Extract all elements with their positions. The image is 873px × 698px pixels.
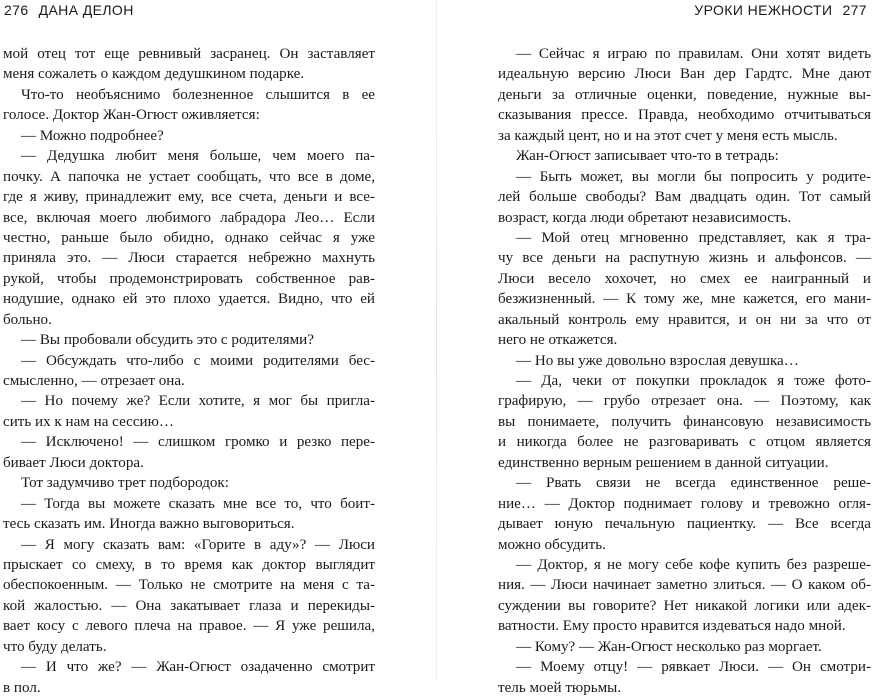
text-line: рукой, чтобы продемонстрировать собственное рав-	[3, 270, 375, 287]
text-line: бивает Люси доктора.	[3, 454, 144, 471]
text-line: приняла это. — Люси старается небрежно махнуть	[3, 250, 375, 267]
text-line: смысленно, — отрезает она.	[3, 373, 185, 389]
text-line: акальный контроль ему нравится, и он ни за что от	[498, 311, 871, 328]
text-line: графирую, — грубо отрезает она. — Поэтому, как	[498, 393, 871, 410]
text-line: ние… — Доктор поднимает голову и тревожно огля-	[498, 495, 871, 512]
text-line: голосе. Доктор Жан-Огюст оживляется:	[3, 107, 260, 124]
text-line: суждении вы говорите? Нет никакой логики или адек-	[498, 597, 871, 614]
text-line: вы понимаете, получить финансовую независимость	[498, 413, 871, 430]
text-line: честно, раньше было обидно, однако сейчас я уже	[3, 229, 375, 246]
text-line: — Я могу сказать вам: «Горите в аду»? — Люси	[21, 536, 375, 553]
text-line: сить их к нам на сессию…	[3, 413, 174, 430]
text-line: — Обсуждать что-либо с моими родителями бес-	[21, 352, 375, 369]
text-line: ватности. Ему просто нравится издеваться надо мной.	[498, 618, 846, 635]
text-line: Жан-Огюст записывает что-то в тетрадь:	[516, 148, 779, 165]
text-line: единственно верным решением в данной ситуации.	[498, 454, 829, 471]
text-line: — Но вы уже довольно взрослая девушка…	[516, 352, 799, 369]
left-page-number: 276	[4, 2, 29, 18]
text-line: ния. — Люси начинает заметно злиться. — О каком об-	[498, 577, 871, 594]
left-page	[0, 0, 436, 696]
right-running-title: УРОКИ НЕЖНОСТИ	[694, 2, 833, 18]
text-line: возраст, когда люди обретают независимость.	[498, 209, 792, 226]
text-line: — И что же? — Жан-Огюст озадаченно смотрит	[21, 659, 375, 676]
text-line: где я живу, принадлежит ему, все счета, деньги и все-	[3, 189, 375, 206]
text-line: — Доктор, я не могу себе кофе купить без разреше-	[516, 556, 871, 573]
text-line: — Дедушка любит меня больше, чем моего па-	[21, 148, 375, 165]
text-line: можно обсудить.	[498, 536, 606, 553]
text-line: идеальную версию Люси Ван дер Гардтс. Мне дают	[498, 66, 871, 83]
text-line: — Вы пробовали обсудить это с родителями?	[21, 332, 314, 349]
text-line: сказывания прессе. Правда, необходимо отчитываться	[498, 107, 871, 124]
text-line: и никогда более не разговаривать с отцом является	[498, 434, 871, 451]
text-line: чу все деньги на распутную жизнь и альфонсов. —	[498, 250, 871, 267]
text-line: — Но почему же? Если хотите, я мог бы пригла-	[21, 393, 375, 410]
text-line: нодушие, однако ей это плохо удается. Видно, что ей	[3, 291, 375, 308]
text-line: в пол.	[3, 679, 41, 696]
text-line: почку. А папочка не устает сообщать, что все в доме,	[3, 168, 375, 185]
left-running-title: ДАНА ДЕЛОН	[38, 2, 134, 18]
right-running-head	[694, 0, 867, 22]
text-line: — Кому? — Жан-Огюст несколько раз моргает.	[516, 638, 822, 655]
text-line: вает косу с левого плеча на правое. — Я уже решила,	[3, 618, 375, 635]
left-running-head	[4, 0, 134, 22]
text-line: прыскает со смеху, в то время как доктор выглядит	[3, 556, 375, 573]
text-line: лей больше свободы? Вам двадцать один. Тот самый	[498, 189, 871, 206]
text-line: тесь сказать им. Иногда важно выговориться.	[3, 516, 295, 533]
text-line: — Тогда вы можете сказать мне все то, что боит-	[21, 495, 375, 512]
text-line: — Рвать связи не всегда единственное реше-	[516, 475, 871, 492]
text-line: — Моему отцу! — рявкает Люси. — Он смотри-	[516, 659, 871, 676]
text-line: мой отец тот еще ревнивый засранец. Он заставляет	[3, 46, 375, 62]
text-line: — Сейчас я играю по правилам. Они хотят видеть	[516, 46, 871, 62]
text-line: — Да, чеки от покупки прокладок я тоже фото-	[516, 373, 871, 389]
text-line: Тот задумчиво трет подбородок:	[21, 475, 229, 492]
text-line: — Можно подробнее?	[21, 127, 164, 144]
text-line: — Исключено! — слишком громко и резко пере-	[21, 434, 375, 451]
right-page	[437, 0, 873, 696]
text-line: — Мой отец мгновенно представляет, как я тра-	[516, 229, 871, 246]
text-line: дывает юную печальную пациентку. — Все всегда	[498, 516, 871, 533]
text-line: Что-то необъяснимо болезненное слышится в ее	[21, 86, 375, 103]
text-line: обеспокоенным. — Только не смотрите на меня с та-	[3, 577, 375, 594]
text-line: все, включая моего любимого лабрадора Лео… Если	[3, 209, 375, 226]
text-line: деньги за отличные оценки, поведение, нужные вы-	[498, 86, 871, 103]
text-line: него не откажется.	[498, 332, 618, 349]
left-page-text	[3, 44, 375, 698]
text-line: — Быть может, вы могли бы попросить у родите-	[516, 168, 871, 185]
text-line: безжизненный. — К тому же, мне кажется, его мани-	[498, 291, 871, 308]
text-line: кой жалостью. — Она закатывает глаза и перекиды-	[3, 597, 375, 614]
text-line: больно.	[3, 311, 52, 328]
right-page-number: 277	[842, 2, 867, 18]
text-line: что буду делать.	[3, 638, 107, 655]
text-line: за каждый цент, но и на этот счет у меня есть мысль.	[498, 127, 838, 144]
text-line: меня сожалеть о каждом дедушкином подарке.	[3, 66, 305, 83]
text-line: тель моей тюрьмы.	[498, 679, 622, 696]
right-page-text	[498, 44, 871, 698]
text-line: Люси весело хохочет, но смех ее наигранный и	[498, 270, 871, 287]
